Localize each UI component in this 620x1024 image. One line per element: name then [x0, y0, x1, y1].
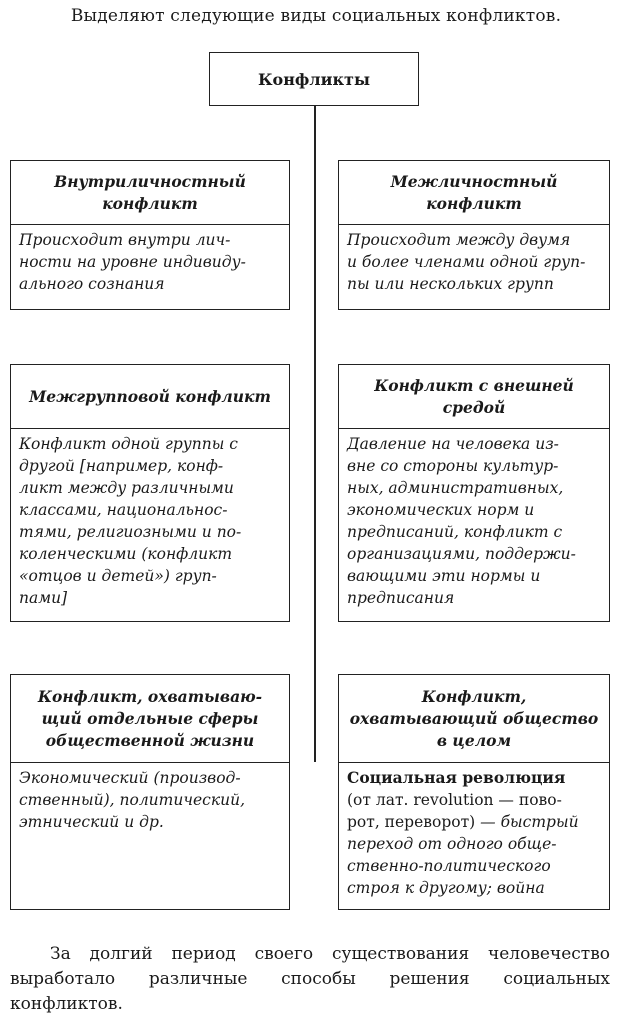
node-environment-desc: Давление на человека из- вне со стороны культур- ных, административных, экономических норм и предписаний, конфликт с организациями, поддержи- вающими эти нормы и предписания [347, 435, 576, 607]
root-node-conflicts: Конфликты [209, 52, 419, 106]
social-revolution-definition: — быстрый переход от одного обще- ственно-политического строя к другому; война [347, 813, 579, 897]
connector-trunk [314, 106, 316, 762]
node-interpersonal-title: Межличностный конфликт [339, 161, 609, 225]
intro-text: Выделяют следующие виды социальных конфликтов. [70, 6, 562, 26]
node-environment [338, 364, 610, 622]
node-interpersonal-desc: Происходит между двумя и более членами одной груп- пы или нескольких групп [347, 231, 586, 293]
social-revolution-term: Социальная революция [347, 768, 566, 787]
node-society-desc [339, 763, 609, 903]
social-revolution-etymology: (от лат. revolution — пово- рот, переворот) [347, 791, 562, 831]
node-intergroup-desc: Конфликт одной группы с другой [например, конф- ликт между различными классами, национальнос- тями, религиозными и по- коленческими (конфликт «отцов и детей») груп- пами] [19, 435, 242, 607]
node-intrapersonal-desc: Происходит внутри лич- ности на уровне индивиду- ального сознания [19, 231, 246, 293]
node-intergroup-title: Межгрупповой конфликт [11, 365, 289, 429]
node-society [338, 674, 610, 910]
node-intrapersonal-title: Внутриличностный конфликт [11, 161, 289, 225]
node-spheres-desc: Экономический (производ- ственный), политический, этнический и др. [19, 769, 245, 831]
node-society-title: Конфликт, охватывающий общество в целом [339, 675, 609, 763]
node-spheres [10, 674, 290, 910]
node-intergroup [10, 364, 290, 622]
node-intrapersonal [10, 160, 290, 310]
node-interpersonal [338, 160, 610, 310]
node-environment-title: Конфликт с внешней средой [339, 365, 609, 429]
outro-text: За долгий период своего существования человечество выработало различные способы решения социальных конфликтов. [10, 944, 610, 1014]
node-spheres-title: Конфликт, охватываю-щий отдельные сферы общественной жизни [11, 675, 289, 763]
